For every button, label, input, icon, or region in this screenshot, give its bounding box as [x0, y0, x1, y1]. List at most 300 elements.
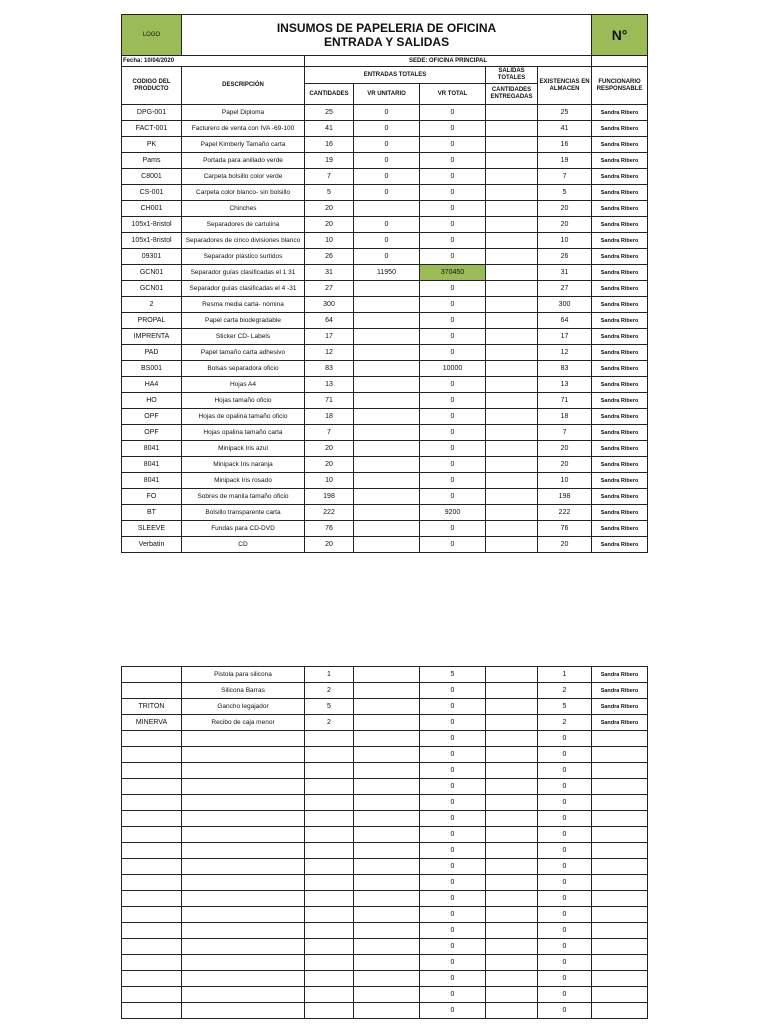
cell-total: 0 [420, 249, 486, 265]
cell-qty: 10 [305, 473, 354, 489]
cell-out [486, 249, 538, 265]
cell-out [486, 409, 538, 425]
cell-qty [305, 1003, 354, 1019]
cell-qty: 26 [305, 249, 354, 265]
cell-code [122, 955, 182, 971]
cell-out [486, 683, 538, 699]
cell-total: 0 [420, 217, 486, 233]
cell-qty: 222 [305, 505, 354, 521]
cell-resp: Sandra Ribero [592, 217, 648, 233]
cell-resp: Sandra Ribero [592, 393, 648, 409]
cell-unit [354, 409, 420, 425]
cell-total: 0 [420, 457, 486, 473]
cell-unit [354, 715, 420, 731]
cell-qty [305, 971, 354, 987]
cell-desc: Pistola para silicona [182, 667, 305, 683]
table-row [122, 377, 648, 393]
cell-desc: Minipack Iris azul [182, 441, 305, 457]
cell-qty: 18 [305, 409, 354, 425]
cell-resp [592, 955, 648, 971]
cell-code [122, 1003, 182, 1019]
table-row [122, 715, 648, 731]
cell-out [486, 811, 538, 827]
cell-code [122, 779, 182, 795]
cell-desc: Gancho legajador [182, 699, 305, 715]
cell-stock: 2 [538, 683, 592, 699]
cell-stock: 5 [538, 185, 592, 201]
cell-total: 0 [420, 185, 486, 201]
cell-desc: Hojas opalina tamaño carta [182, 425, 305, 441]
table-row [122, 105, 648, 121]
cell-unit [354, 923, 420, 939]
cell-qty: 71 [305, 393, 354, 409]
cell-unit [354, 827, 420, 843]
cell-desc [182, 971, 305, 987]
cell-stock: 0 [538, 827, 592, 843]
cell-stock: 12 [538, 345, 592, 361]
cell-unit [354, 441, 420, 457]
cell-qty: 7 [305, 425, 354, 441]
cell-resp: Sandra Ribero [592, 377, 648, 393]
cell-desc: Separador plástico surtidos [182, 249, 305, 265]
cell-out [486, 795, 538, 811]
cell-stock: 0 [538, 795, 592, 811]
table-row [122, 667, 648, 683]
cell-total: 5 [420, 667, 486, 683]
table-row [122, 409, 648, 425]
cell-qty: 31 [305, 265, 354, 281]
cell-qty: 2 [305, 715, 354, 731]
cell-qty: 12 [305, 345, 354, 361]
cell-desc: Sticker CD- Labels [182, 329, 305, 345]
cell-code: 8041 [122, 473, 182, 489]
cell-unit [354, 361, 420, 377]
cell-stock: 26 [538, 249, 592, 265]
cell-qty: 20 [305, 537, 354, 553]
cell-unit [354, 971, 420, 987]
cell-out [486, 393, 538, 409]
cell-desc: Facturero de venta con IVA -69-100 [182, 121, 305, 137]
cell-desc: Papel carta biodegradable [182, 313, 305, 329]
cell-resp [592, 731, 648, 747]
cell-stock: 0 [538, 907, 592, 923]
table-row [122, 521, 648, 537]
cell-qty [305, 891, 354, 907]
cell-out [486, 505, 538, 521]
table-row [122, 699, 648, 715]
cell-total: 0 [420, 731, 486, 747]
table-row [122, 827, 648, 843]
cell-out [486, 971, 538, 987]
cell-code: Pams [122, 153, 182, 169]
table-row [122, 891, 648, 907]
cell-stock: 0 [538, 859, 592, 875]
table-row [122, 313, 648, 329]
cell-desc [182, 939, 305, 955]
cell-stock: 0 [538, 971, 592, 987]
cell-code: HO [122, 393, 182, 409]
sede-label: SEDE: OFICINA PRINCIPAL [305, 56, 592, 67]
cell-out [486, 329, 538, 345]
cell-resp: Sandra Ribero [592, 201, 648, 217]
cell-stock: 13 [538, 377, 592, 393]
cell-desc: Separador guías clasificadas el 1 31 [182, 265, 305, 281]
cell-qty: 20 [305, 201, 354, 217]
cell-code: 8041 [122, 441, 182, 457]
cell-desc [182, 987, 305, 1003]
cell-out [486, 955, 538, 971]
cell-resp [592, 907, 648, 923]
table-row [122, 169, 648, 185]
cell-total: 0 [420, 377, 486, 393]
table-row [122, 489, 648, 505]
inventory-table-continued [121, 666, 648, 1019]
table-row [122, 987, 648, 1003]
cell-unit [354, 667, 420, 683]
cell-desc [182, 763, 305, 779]
cell-stock: 18 [538, 409, 592, 425]
cell-qty [305, 827, 354, 843]
table-row [122, 393, 648, 409]
cell-stock: 10 [538, 233, 592, 249]
cell-unit [354, 779, 420, 795]
cell-resp [592, 779, 648, 795]
cell-stock: 31 [538, 265, 592, 281]
cell-qty: 20 [305, 217, 354, 233]
cell-desc [182, 1003, 305, 1019]
cell-total: 0 [420, 281, 486, 297]
cell-unit [354, 859, 420, 875]
cell-qty [305, 923, 354, 939]
cell-unit: 0 [354, 137, 420, 153]
cell-total: 0 [420, 345, 486, 361]
cell-resp: Sandra Ribero [592, 473, 648, 489]
cell-qty: 20 [305, 457, 354, 473]
cell-unit [354, 521, 420, 537]
cell-out [486, 265, 538, 281]
cell-stock: 41 [538, 121, 592, 137]
col-entradas: ENTRADAS TOTALES [305, 67, 486, 84]
table-row [122, 217, 648, 233]
cell-stock: 25 [538, 105, 592, 121]
cell-stock: 17 [538, 329, 592, 345]
cell-qty: 300 [305, 297, 354, 313]
table-row [122, 537, 648, 553]
col-funcionario: FUNCIONARIO RESPONSABLE [592, 67, 648, 105]
cell-code [122, 667, 182, 683]
table-row [122, 971, 648, 987]
cell-total: 9200 [420, 505, 486, 521]
cell-total: 0 [420, 137, 486, 153]
cell-stock: 222 [538, 505, 592, 521]
cell-total: 0 [420, 811, 486, 827]
cell-stock: 5 [538, 699, 592, 715]
cell-resp: Sandra Ribero [592, 153, 648, 169]
cell-code: PROPAL [122, 313, 182, 329]
cell-out [486, 473, 538, 489]
cell-qty: 7 [305, 169, 354, 185]
cell-stock: 19 [538, 153, 592, 169]
cell-desc: Chinches [182, 201, 305, 217]
cell-resp: Sandra Ribero [592, 409, 648, 425]
cell-total: 0 [420, 169, 486, 185]
cell-stock: 7 [538, 425, 592, 441]
cell-total: 0 [420, 425, 486, 441]
cell-stock: 0 [538, 779, 592, 795]
cell-stock: 76 [538, 521, 592, 537]
cell-total: 0 [420, 907, 486, 923]
table-row [122, 185, 648, 201]
cell-qty [305, 747, 354, 763]
cell-qty [305, 731, 354, 747]
cell-total: 370450 [420, 265, 486, 281]
cell-unit [354, 907, 420, 923]
cell-code: SLEEVE [122, 521, 182, 537]
cell-desc: Bolsas separadora oficio [182, 361, 305, 377]
cell-resp: Sandra Ribero [592, 233, 648, 249]
cell-unit: 0 [354, 153, 420, 169]
cell-desc [182, 891, 305, 907]
cell-code: PK [122, 137, 182, 153]
cell-qty: 5 [305, 185, 354, 201]
cell-qty: 17 [305, 329, 354, 345]
cell-resp [592, 827, 648, 843]
cell-resp [592, 875, 648, 891]
cell-code [122, 939, 182, 955]
cell-qty: 13 [305, 377, 354, 393]
cell-resp: Sandra Ribero [592, 521, 648, 537]
cell-total: 0 [420, 715, 486, 731]
cell-out [486, 489, 538, 505]
cell-total: 0 [420, 939, 486, 955]
cell-unit [354, 457, 420, 473]
cell-resp [592, 1003, 648, 1019]
cell-code: Verbatin [122, 537, 182, 553]
cell-qty: 83 [305, 361, 354, 377]
cell-unit [354, 313, 420, 329]
cell-unit [354, 811, 420, 827]
cell-desc: Portada para anillado verde [182, 153, 305, 169]
date-label: Fecha: 10/04/2020 [122, 56, 305, 67]
cell-resp [592, 843, 648, 859]
cell-out [486, 441, 538, 457]
cell-desc [182, 779, 305, 795]
cell-code: CH001 [122, 201, 182, 217]
cell-code [122, 731, 182, 747]
cell-unit: 0 [354, 185, 420, 201]
cell-unit [354, 987, 420, 1003]
cell-total: 0 [420, 875, 486, 891]
cell-resp: Sandra Ribero [592, 441, 648, 457]
cell-total: 0 [420, 891, 486, 907]
table-row [122, 233, 648, 249]
table-row [122, 297, 648, 313]
cell-total: 0 [420, 859, 486, 875]
cell-code [122, 891, 182, 907]
cell-stock: 10 [538, 473, 592, 489]
cell-resp: Sandra Ribero [592, 313, 648, 329]
cell-code [122, 971, 182, 987]
cell-resp: Sandra Ribero [592, 169, 648, 185]
cell-code [122, 795, 182, 811]
cell-out [486, 201, 538, 217]
cell-resp: Sandra Ribero [592, 683, 648, 699]
cell-stock: 20 [538, 441, 592, 457]
cell-resp [592, 987, 648, 1003]
cell-out [486, 137, 538, 153]
cell-resp: Sandra Ribero [592, 329, 648, 345]
cell-total: 0 [420, 473, 486, 489]
table-row [122, 875, 648, 891]
cell-resp: Sandra Ribero [592, 121, 648, 137]
table-row [122, 201, 648, 217]
table-row [122, 843, 648, 859]
cell-desc: Resma media carta- nómina [182, 297, 305, 313]
cell-code: HA4 [122, 377, 182, 393]
cell-total: 0 [420, 955, 486, 971]
cell-unit: 11950 [354, 265, 420, 281]
table-row [122, 955, 648, 971]
cell-unit [354, 843, 420, 859]
table-row [122, 731, 648, 747]
table-row [122, 811, 648, 827]
table-row [122, 923, 648, 939]
cell-resp: Sandra Ribero [592, 425, 648, 441]
cell-stock: 0 [538, 731, 592, 747]
cell-code: PAD [122, 345, 182, 361]
cell-resp: Sandra Ribero [592, 297, 648, 313]
cell-stock: 0 [538, 923, 592, 939]
cell-resp: Sandra Ribero [592, 249, 648, 265]
cell-total: 10000 [420, 361, 486, 377]
cell-code: 09301 [122, 249, 182, 265]
cell-out [486, 779, 538, 795]
cell-qty: 1 [305, 667, 354, 683]
cell-qty: 41 [305, 121, 354, 137]
cell-unit [354, 1003, 420, 1019]
table-row [122, 907, 648, 923]
cell-out [486, 763, 538, 779]
cell-code [122, 763, 182, 779]
cell-unit [354, 329, 420, 345]
cell-desc [182, 859, 305, 875]
table-row [122, 265, 648, 281]
cell-code: 105x1-8ristol [122, 217, 182, 233]
cell-code: IMPRENTA [122, 329, 182, 345]
cell-out [486, 521, 538, 537]
cell-out [486, 907, 538, 923]
cell-code: GCN01 [122, 265, 182, 281]
cell-stock: 71 [538, 393, 592, 409]
cell-unit [354, 505, 420, 521]
cell-desc [182, 907, 305, 923]
cell-total: 0 [420, 313, 486, 329]
cell-total: 0 [420, 1003, 486, 1019]
cell-stock: 0 [538, 763, 592, 779]
cell-qty: 25 [305, 105, 354, 121]
cell-stock: 0 [538, 747, 592, 763]
cell-unit: 0 [354, 105, 420, 121]
cell-desc: Bolsillo transparente carta [182, 505, 305, 521]
title-line-2: ENTRADA Y SALIDAS [323, 35, 450, 49]
cell-resp [592, 795, 648, 811]
cell-desc [182, 827, 305, 843]
cell-out [486, 217, 538, 233]
cell-stock: 20 [538, 457, 592, 473]
cell-out [486, 699, 538, 715]
cell-out [486, 715, 538, 731]
cell-desc [182, 811, 305, 827]
cell-total: 0 [420, 987, 486, 1003]
cell-qty: 16 [305, 137, 354, 153]
cell-desc: Separadores de cinco divisiones blanco [182, 233, 305, 249]
number-label: N° [592, 15, 648, 56]
table-row [122, 249, 648, 265]
inventory-table [121, 14, 648, 553]
cell-stock: 0 [538, 811, 592, 827]
cell-unit [354, 537, 420, 553]
cell-qty [305, 763, 354, 779]
cell-qty [305, 987, 354, 1003]
cell-stock: 20 [538, 217, 592, 233]
cell-qty: 20 [305, 441, 354, 457]
cell-total: 0 [420, 233, 486, 249]
cell-code: OPF [122, 409, 182, 425]
cell-unit [354, 425, 420, 441]
cell-desc [182, 843, 305, 859]
cell-qty: 64 [305, 313, 354, 329]
cell-qty [305, 859, 354, 875]
col-descripcion: DESCRIPCIÓN [182, 67, 305, 105]
cell-unit [354, 281, 420, 297]
cell-qty [305, 939, 354, 955]
cell-resp: Sandra Ribero [592, 361, 648, 377]
cell-desc: Minipack Iris naranja [182, 457, 305, 473]
cell-code [122, 923, 182, 939]
cell-resp [592, 891, 648, 907]
cell-qty [305, 779, 354, 795]
cell-unit: 0 [354, 217, 420, 233]
table-row [122, 747, 648, 763]
cell-desc: Sobres de manila tamaño oficio [182, 489, 305, 505]
cell-resp: Sandra Ribero [592, 265, 648, 281]
cell-desc: CD [182, 537, 305, 553]
cell-code [122, 683, 182, 699]
cell-total: 0 [420, 971, 486, 987]
cell-code: OPF [122, 425, 182, 441]
table-row [122, 859, 648, 875]
cell-stock: 198 [538, 489, 592, 505]
cell-out [486, 731, 538, 747]
cell-code [122, 987, 182, 1003]
cell-desc: Recibo de caja menor [182, 715, 305, 731]
cell-qty [305, 811, 354, 827]
cell-resp [592, 971, 648, 987]
cell-resp [592, 939, 648, 955]
cell-unit: 0 [354, 249, 420, 265]
cell-out [486, 667, 538, 683]
cell-unit [354, 393, 420, 409]
cell-unit: 0 [354, 121, 420, 137]
cell-unit [354, 473, 420, 489]
cell-resp: Sandra Ribero [592, 715, 648, 731]
cell-stock: 0 [538, 875, 592, 891]
cell-code [122, 907, 182, 923]
cell-total: 0 [420, 843, 486, 859]
table-row [122, 505, 648, 521]
cell-desc: Hojas de opalina tamaño oficio [182, 409, 305, 425]
cell-total: 0 [420, 683, 486, 699]
